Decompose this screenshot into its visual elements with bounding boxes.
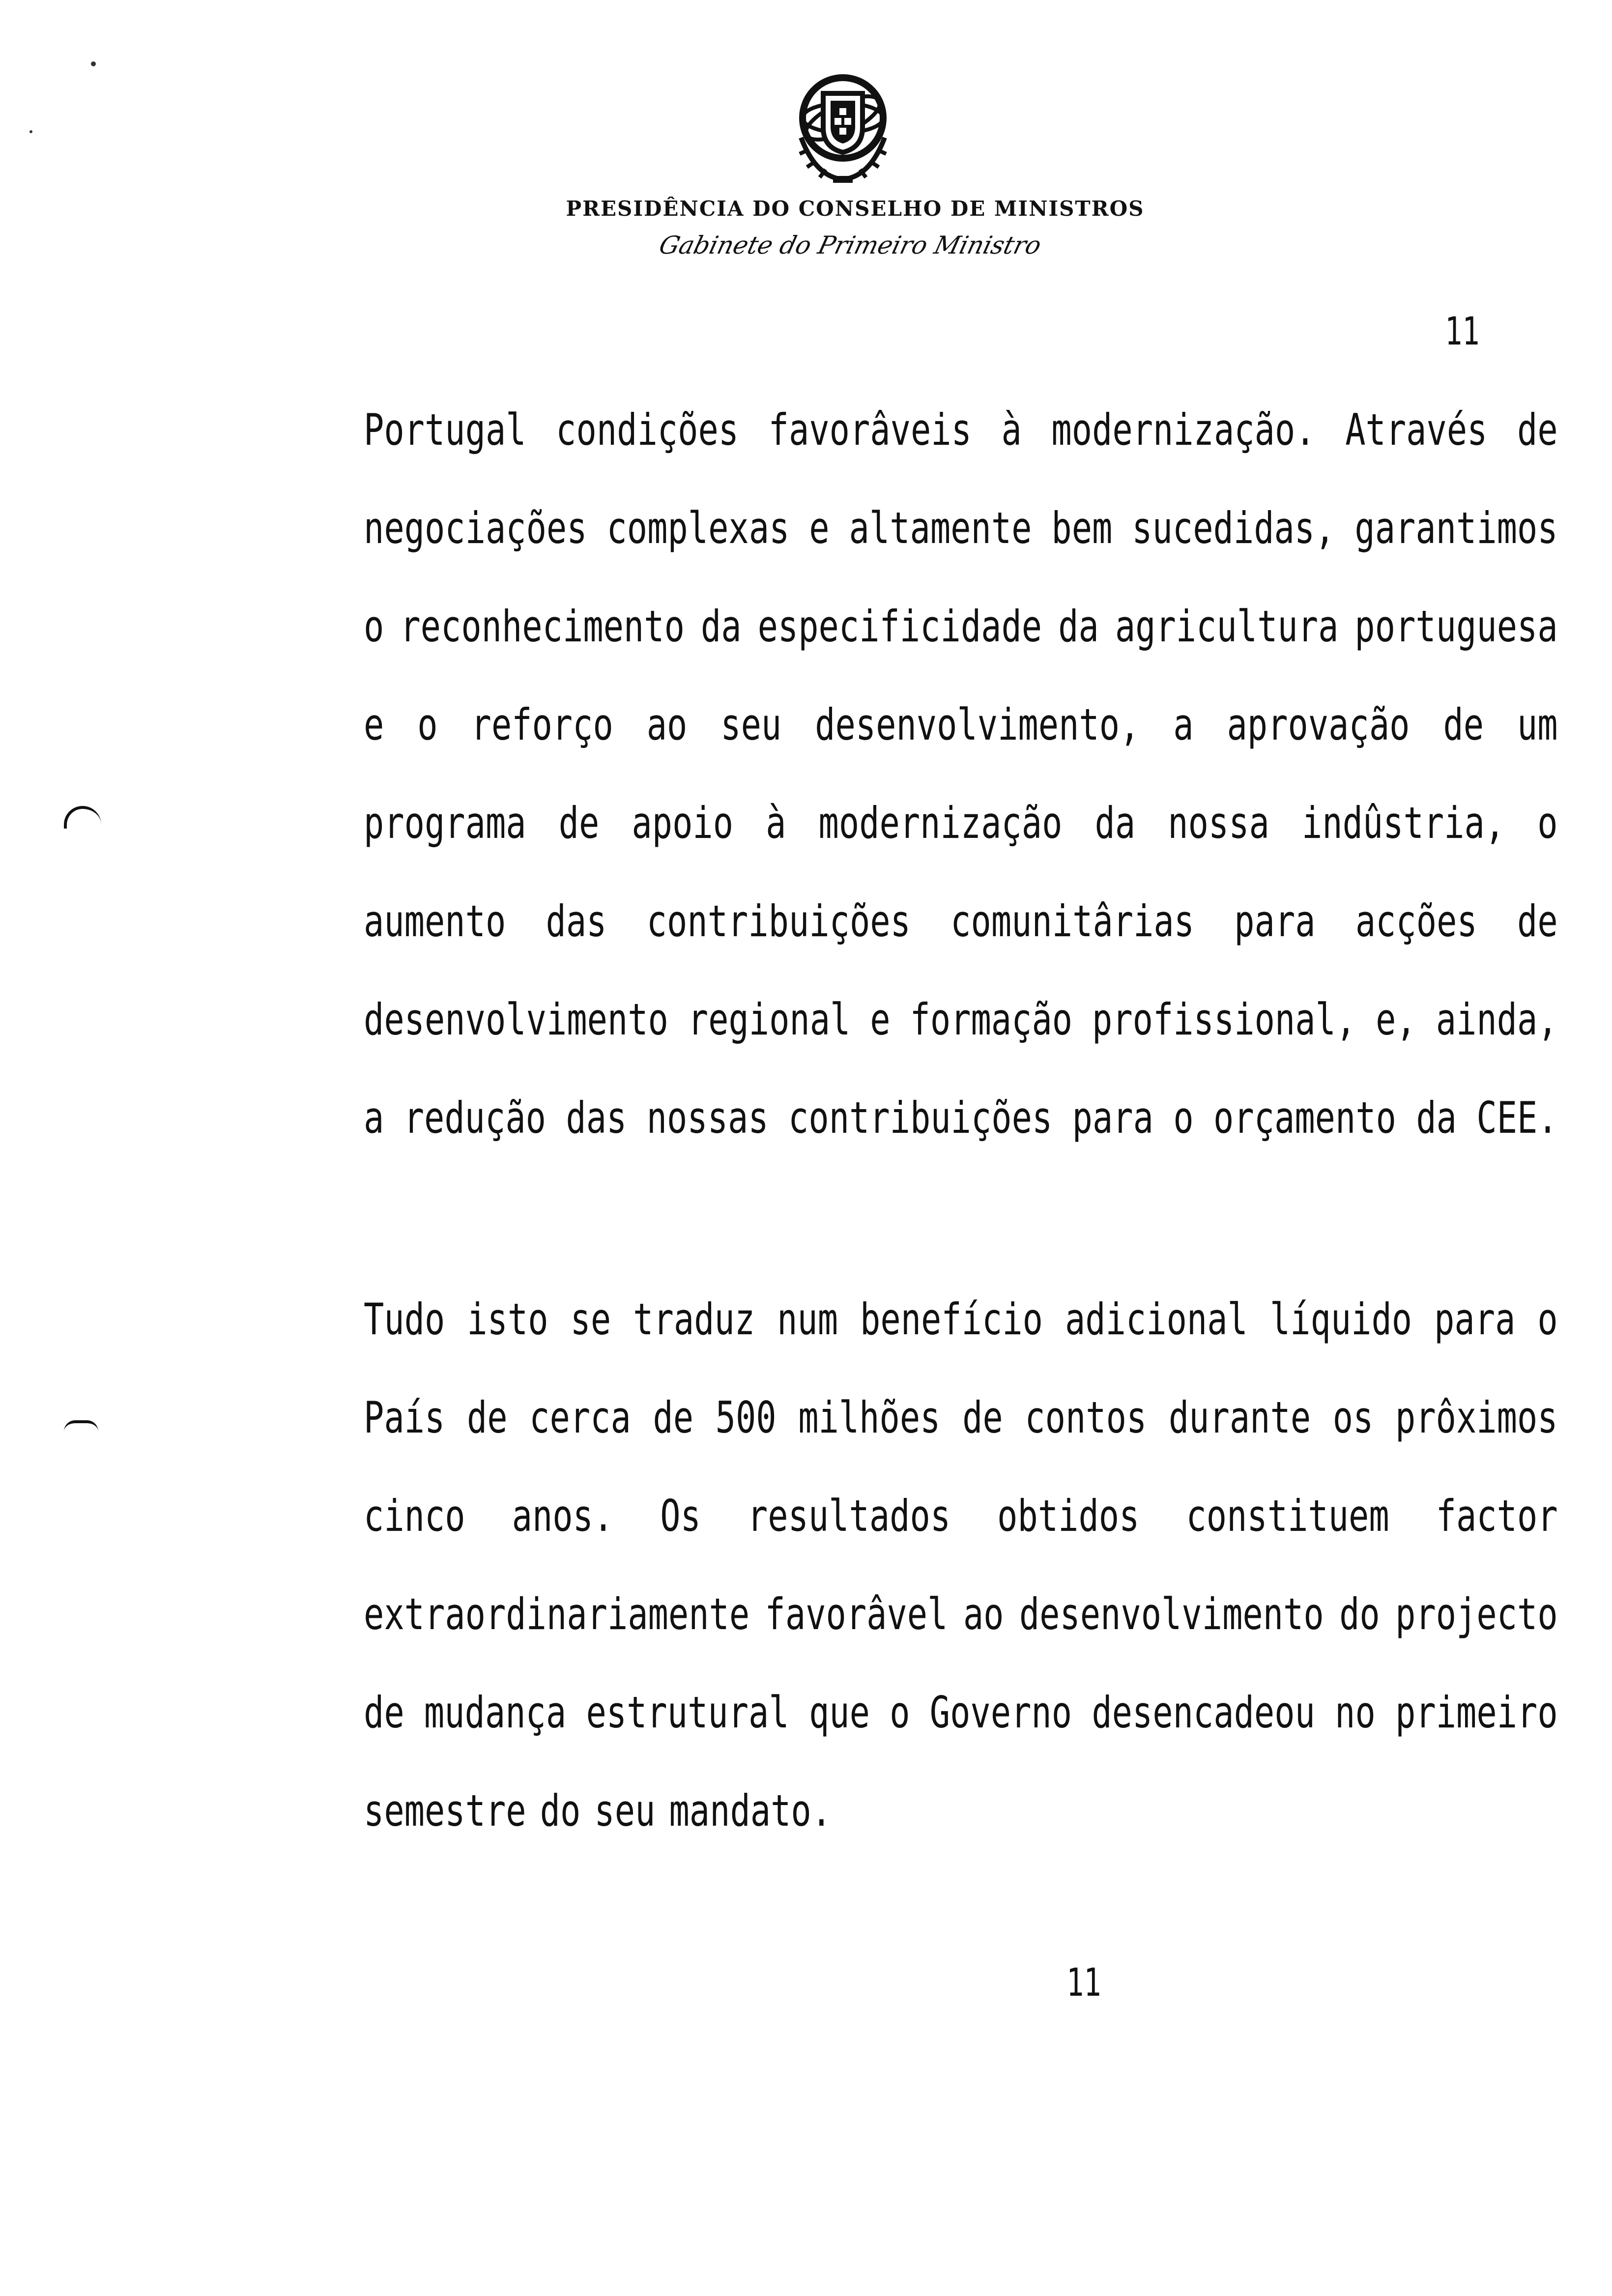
word: de: [1443, 699, 1484, 750]
word: nossa: [1168, 798, 1269, 848]
text-line: [364, 1587, 1558, 1641]
word: primeiro: [1395, 1687, 1558, 1738]
word: Portugal: [364, 404, 526, 455]
word: e: [870, 994, 891, 1045]
word: semestre: [364, 1785, 526, 1836]
word: líquido: [1269, 1294, 1412, 1345]
word: da: [1416, 1092, 1457, 1143]
word: 500: [715, 1392, 777, 1443]
word: a: [364, 1092, 384, 1143]
word: o: [417, 699, 438, 750]
word: o: [1537, 798, 1558, 848]
word: condições: [556, 404, 739, 455]
word: estrutural: [586, 1687, 789, 1738]
text-line: [364, 796, 1558, 850]
word: de: [1517, 404, 1558, 455]
word: extraordinariamente: [364, 1589, 750, 1639]
word: se: [570, 1294, 611, 1345]
word: CEE.: [1476, 1092, 1558, 1143]
word: orçamento: [1213, 1092, 1396, 1143]
word: Através: [1345, 404, 1488, 455]
word: Tudo: [364, 1294, 445, 1345]
word: projecto: [1395, 1589, 1558, 1639]
word: para: [1434, 1294, 1516, 1345]
text-line: [364, 1489, 1558, 1543]
word: negociações: [364, 503, 587, 553]
word: constituem: [1186, 1491, 1389, 1541]
word: indûstria,: [1301, 798, 1505, 848]
word: agricultura: [1115, 601, 1339, 652]
word: traduz: [633, 1294, 755, 1345]
word: mudança: [424, 1687, 567, 1738]
word: benefício: [860, 1294, 1043, 1345]
portuguese-coat-of-arms-icon: [781, 64, 904, 187]
word: a: [1173, 699, 1194, 750]
word: o: [890, 1687, 910, 1738]
word: altamente: [849, 503, 1032, 553]
word: cinco: [364, 1491, 465, 1541]
word: de: [558, 798, 600, 848]
word: no: [1335, 1687, 1376, 1738]
word: do: [540, 1785, 581, 1836]
word: para: [1234, 896, 1316, 947]
word: das: [546, 896, 607, 947]
word: prôximos: [1395, 1392, 1558, 1443]
text-line: [364, 1686, 1558, 1740]
word: de: [962, 1392, 1003, 1443]
word: do: [1339, 1589, 1380, 1639]
word: mandato.: [669, 1785, 832, 1836]
word: ao: [963, 1589, 1004, 1639]
word: ainda,: [1436, 994, 1558, 1045]
text-line: [364, 698, 1558, 752]
word: reforço: [471, 699, 613, 750]
word: e: [809, 503, 830, 553]
word: de: [1517, 896, 1558, 947]
word: milhões: [798, 1392, 941, 1443]
word: da: [1094, 798, 1136, 848]
text-line: [364, 1091, 1558, 1145]
word: formação: [910, 994, 1073, 1045]
word: comunitârias: [950, 896, 1195, 947]
text-line: [364, 1391, 1558, 1445]
scan-margin-mark: [64, 1420, 98, 1443]
word: profissional,: [1092, 994, 1356, 1045]
word: contribuições: [646, 896, 911, 947]
word: um: [1517, 699, 1558, 750]
word: adicional: [1065, 1294, 1248, 1345]
word: de: [364, 1687, 404, 1738]
word: durante: [1168, 1392, 1311, 1443]
word: complexas: [606, 503, 790, 553]
word: resultados: [747, 1491, 951, 1541]
word: o: [1173, 1092, 1194, 1143]
word: garantimos: [1354, 503, 1558, 553]
word: à: [1001, 404, 1022, 455]
word: cerca: [529, 1392, 631, 1443]
word: da: [1058, 601, 1099, 652]
page-number-top: 11: [1445, 310, 1480, 354]
word: factor: [1436, 1491, 1558, 1541]
word: Governo: [929, 1687, 1072, 1738]
word: que: [808, 1687, 870, 1738]
text-line: [364, 501, 1558, 555]
word: desenvolvimento,: [815, 699, 1140, 750]
word: de: [653, 1392, 694, 1443]
text-line: [364, 894, 1558, 948]
word: contribuições: [788, 1092, 1053, 1143]
word: desenvolvimento: [364, 994, 668, 1045]
word: aprovação: [1227, 699, 1410, 750]
text-line: [364, 1292, 1558, 1347]
word: favorâveis: [768, 404, 972, 455]
organization-name: PRESIDÊNCIA DO CONSELHO DE MINISTROS: [566, 197, 1145, 221]
word: redução: [403, 1092, 546, 1143]
word: ao: [646, 699, 688, 750]
word: e: [364, 699, 384, 750]
word: à: [766, 798, 786, 848]
word: modernização.: [1051, 404, 1316, 455]
scan-margin-mark: [64, 806, 101, 829]
word: acções: [1355, 896, 1477, 947]
word: portuguesa: [1354, 601, 1558, 652]
word: obtidos: [997, 1491, 1140, 1541]
word: e,: [1376, 994, 1416, 1045]
word: apoio: [632, 798, 734, 848]
word: programa: [364, 798, 526, 848]
word: os: [1332, 1392, 1374, 1443]
word: Os: [660, 1491, 701, 1541]
word: o: [364, 601, 384, 652]
scan-speck: [91, 61, 96, 66]
word: da: [700, 601, 742, 652]
word: bem: [1051, 503, 1113, 553]
word: para: [1072, 1092, 1153, 1143]
scan-speck: [29, 130, 32, 133]
word: das: [566, 1092, 627, 1143]
text-line: [364, 993, 1558, 1047]
text-line: [364, 600, 1558, 654]
word: modernização: [818, 798, 1063, 848]
word: o: [1537, 1294, 1558, 1345]
text-line: [364, 1784, 1558, 1838]
word: seu: [720, 699, 782, 750]
office-name: Gabinete do Primeiro Ministro: [656, 231, 1044, 259]
word: contos: [1025, 1392, 1147, 1443]
word: anos.: [512, 1491, 614, 1541]
word: regional: [688, 994, 851, 1045]
word: num: [777, 1294, 838, 1345]
page-number-bottom: 11: [1066, 1961, 1101, 2005]
word: sucedidas,: [1132, 503, 1335, 553]
word: de: [466, 1392, 508, 1443]
word: desencadeou: [1092, 1687, 1315, 1738]
word: especificidade: [757, 601, 1042, 652]
word: aumento: [364, 896, 506, 947]
word: reconhecimento: [400, 601, 685, 652]
word: nossas: [646, 1092, 769, 1143]
word: País: [364, 1392, 445, 1443]
word: desenvolvimento: [1019, 1589, 1324, 1639]
word: seu: [594, 1785, 656, 1836]
text-line: [364, 403, 1558, 457]
word: isto: [467, 1294, 548, 1345]
word: favorâvel: [765, 1589, 948, 1639]
